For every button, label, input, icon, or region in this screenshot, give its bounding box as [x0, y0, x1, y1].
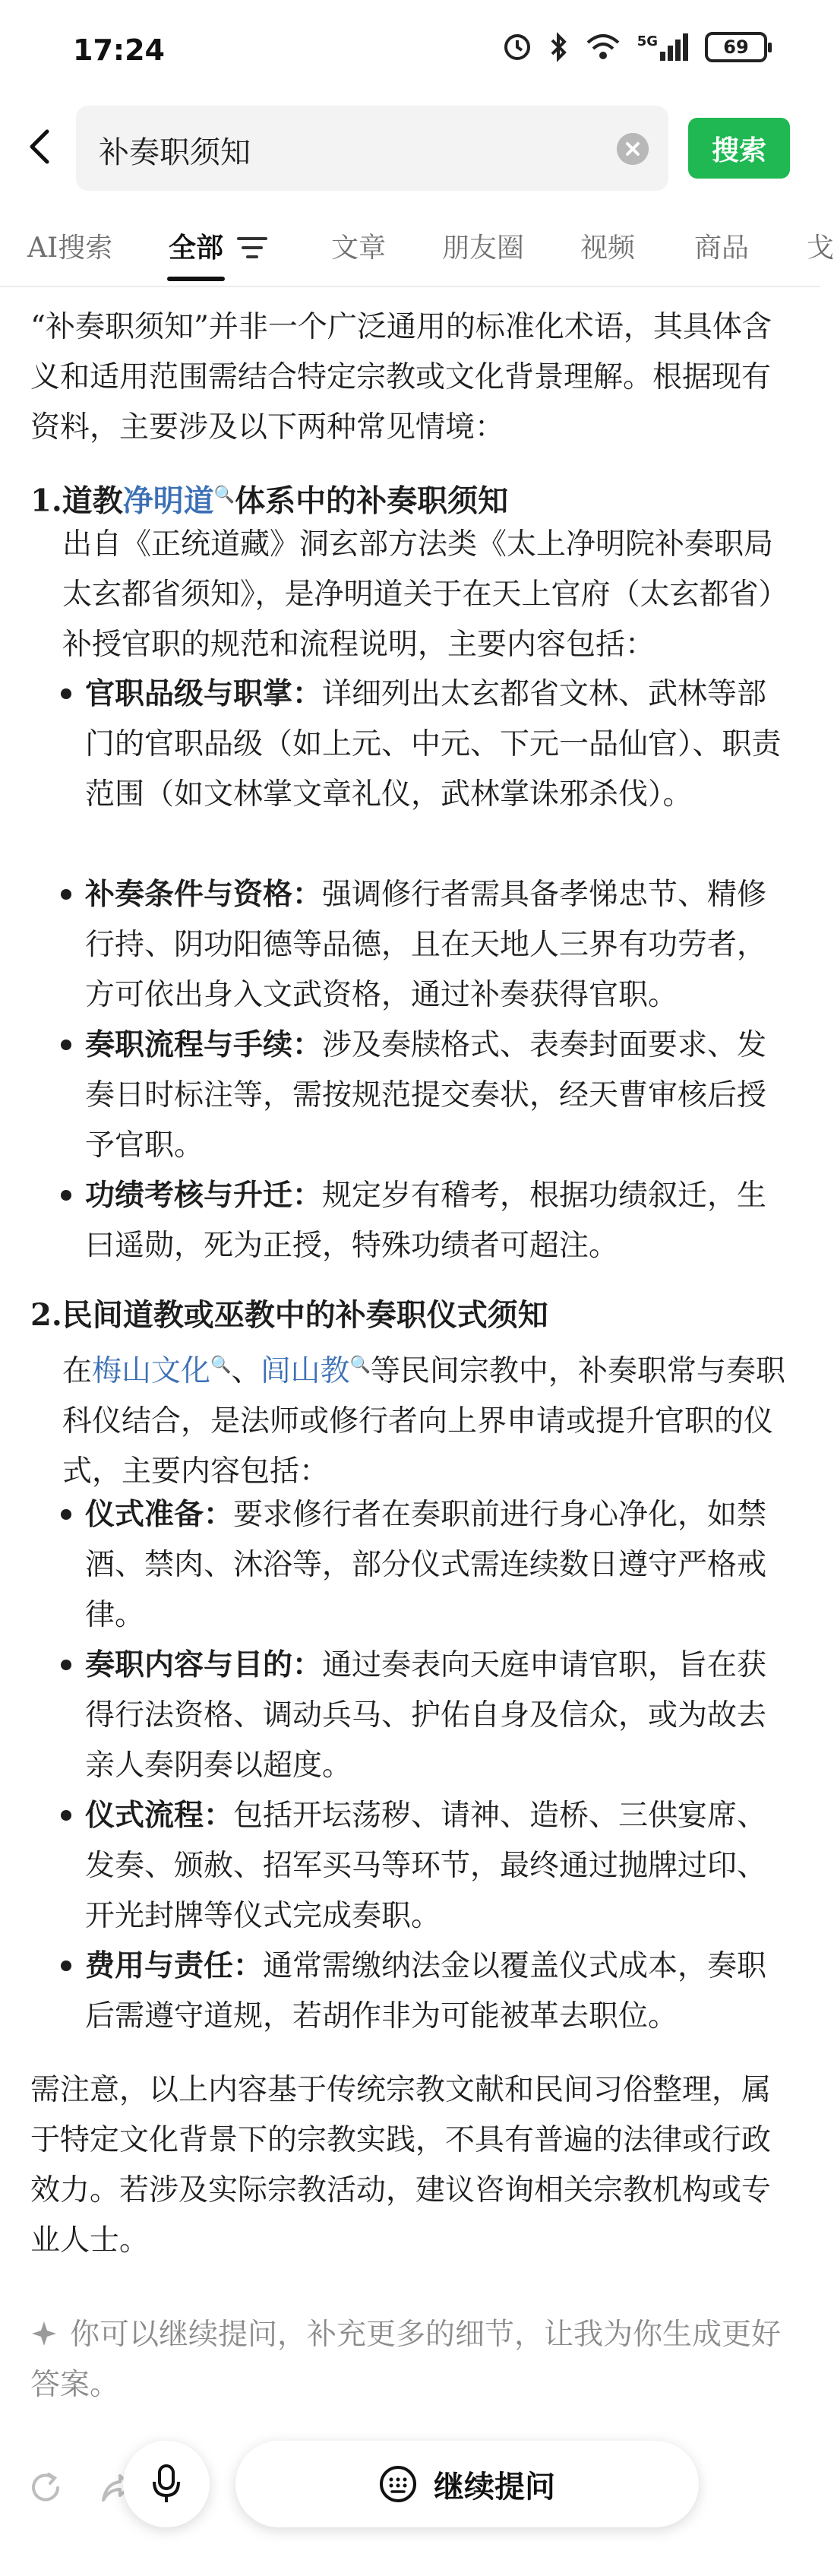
keyboard-icon: [379, 2465, 417, 2503]
battery-level: 69: [723, 36, 749, 58]
status-bar: [0, 0, 820, 103]
item-title: 奏职内容与目的：: [85, 1647, 323, 1682]
voice-input-button[interactable]: [123, 2441, 210, 2527]
list-item: [85, 869, 791, 1021]
tab-all[interactable]: 全部: [169, 232, 224, 264]
item-text: 通过奏表向天庭申请官职，旨在获得行法资格、调动兵马、护佑自身及信众，或为故去亲人奏阴奏以超度。: [85, 1648, 767, 1783]
sparkle-icon: [30, 2320, 58, 2347]
bullet: [61, 1509, 71, 1520]
continue-asking-label: 继续提问: [434, 2468, 555, 2505]
bullet: [61, 1660, 71, 1670]
item-title: 仪式流程：: [85, 1798, 234, 1833]
continue-asking-button[interactable]: [235, 2441, 699, 2527]
item-text: 要求修行者在奏职前进行身心净化，如禁酒、禁肉、沐浴等，部分仪式需连续数日遵守严格戒律。: [85, 1498, 767, 1632]
item-title: 奏职流程与手续：: [85, 1027, 323, 1062]
link-jingmingdao[interactable]: 净明道: [122, 483, 214, 519]
intro-paragraph: “补奏职须知”并非一个广泛通用的标准化术语，其具体含义和适用范围需结合特定宗教或文化背景理解。根据现有资料，主要涉及以下两种常见情境：: [30, 310, 772, 445]
tab-ai-search[interactable]: AI搜索: [27, 233, 113, 264]
section-1-title: 体系中的补奏职须知: [235, 483, 509, 519]
alarm-icon: [502, 32, 532, 62]
item-text: 强调修行者需具备孝悌忠节、精修行持、阴功阳德等品德，且在天地人三界有功劳者，方可依出身入文武资格，通过补奏获得官职。: [85, 878, 767, 1012]
item-text: 包括开坛荡秽、请神、造桥、三供宴席、发奏、颁赦、招军买马等环节，最终通过抛牌过印、开光封牌等仪式完成奏职。: [85, 1799, 767, 1933]
status-time: 17:24: [73, 33, 165, 67]
search-icon[interactable]: 🔍: [349, 1356, 371, 1375]
back-arrow-icon[interactable]: [18, 124, 64, 169]
item-text: 涉及奏牍格式、表奏封面要求、发奏日时标注等，需按规范提交奏状，经天曹审核后授予官职。: [85, 1028, 767, 1163]
section-1-number: 1.: [30, 483, 62, 519]
tab-active-indicator: [167, 277, 225, 281]
search-query: 补奏职须知: [99, 135, 251, 170]
note-paragraph: 需注意，以上内容基于传统宗教文献和民间习俗整理，属于特定文化背景下的宗教实践，不具有普遍的法律或行政效力。若涉及实际宗教活动，建议咨询相关宗教机构或专业人士。: [30, 2073, 772, 2258]
refresh-icon[interactable]: [27, 2470, 64, 2506]
item-title: 补奏条件与资格：: [85, 877, 323, 912]
bullet: [61, 1040, 71, 1050]
section-1-heading: [30, 470, 798, 526]
link-lushan-sect[interactable]: 闾山教: [261, 1354, 350, 1388]
desc-suffix: 等民间宗教中，补奏职常与奏职科仪结合，是法师或修行者向上界申请或提升官职的仪式，主要内容包括：: [62, 1354, 785, 1489]
bullet: [61, 688, 71, 699]
search-header: [0, 103, 820, 194]
filter-icon[interactable]: [237, 236, 267, 260]
item-text: 规定岁有稽考，根据功绩叙迁，生曰遥勋，死为正授，特殊功绩者可超注。: [85, 1179, 767, 1263]
tab-videos[interactable]: 视频: [580, 233, 636, 264]
bullet: [61, 1810, 71, 1821]
bullet: [61, 889, 71, 900]
microphone-icon: [151, 2464, 182, 2505]
link-meishan-culture[interactable]: 梅山文化: [92, 1354, 211, 1388]
bottom-bar: [0, 2424, 820, 2576]
search-input[interactable]: [76, 106, 668, 191]
section-1-description: 出自《正统道藏》洞玄部方法类《太上净明院补奏职局太玄都省须知》，是净明道关于在天上官府（太玄都省）补授官职的规范和流程说明，主要内容包括：: [62, 527, 788, 662]
tab-more[interactable]: 戈: [807, 233, 834, 264]
battery-icon: [705, 32, 767, 62]
wifi-icon: [586, 33, 621, 61]
item-title: 仪式准备：: [85, 1497, 234, 1532]
item-title: 费用与责任：: [85, 1948, 264, 1983]
status-icons: [502, 32, 767, 62]
list-item: [85, 1790, 791, 1941]
bluetooth-icon: [549, 32, 569, 62]
item-title: 功绩考核与升迁：: [85, 1178, 323, 1213]
item-text: 通常需缴纳法金以覆盖仪式成本，奏职后需遵守道规，若胡作非为可能被革去职位。: [85, 1949, 767, 2033]
item-title: 官职品级与职掌：: [85, 676, 323, 711]
bullet: [61, 1960, 71, 1971]
section-2-title: 民间道教或巫教中的补奏职仪式须知: [62, 1297, 548, 1333]
search-button[interactable]: 搜索: [688, 118, 790, 179]
clear-icon[interactable]: [617, 133, 649, 165]
list-item: [85, 1489, 791, 1641]
search-icon[interactable]: 🔍: [210, 1356, 232, 1375]
signal-icon: [637, 33, 688, 61]
list-item: [85, 1941, 791, 2042]
list-item: [85, 1020, 791, 1171]
tab-bar: [0, 205, 834, 287]
follow-up-hint: [30, 2310, 798, 2410]
separator: 、: [231, 1354, 261, 1388]
list-item: [85, 1170, 791, 1271]
section-2-description: [62, 1340, 791, 1497]
tab-products[interactable]: 商品: [694, 233, 750, 264]
bullet: [61, 1190, 71, 1201]
network-type: 5G: [637, 33, 658, 49]
list-item: [85, 1640, 791, 1791]
section-1-prefix: 道教: [62, 483, 123, 519]
tab-moments[interactable]: 朋友圈: [442, 233, 525, 264]
section-2-heading: [30, 1290, 798, 1340]
item-text: 详细列出太玄都省文林、武林等部门的官职品级（如上元、中元、下元一品仙官）、职责范围（如文林掌文章礼仪，武林掌诛邪杀伐）。: [85, 677, 782, 812]
section-2-number: 2.: [30, 1297, 62, 1333]
list-item: [85, 669, 791, 820]
hint-text: 你可以继续提问，补充更多的细节，让我为你生成更好答案。: [30, 2318, 782, 2402]
search-icon[interactable]: 🔍: [213, 485, 235, 505]
tab-articles[interactable]: 文章: [331, 233, 387, 264]
desc-prefix: 在: [62, 1354, 93, 1388]
